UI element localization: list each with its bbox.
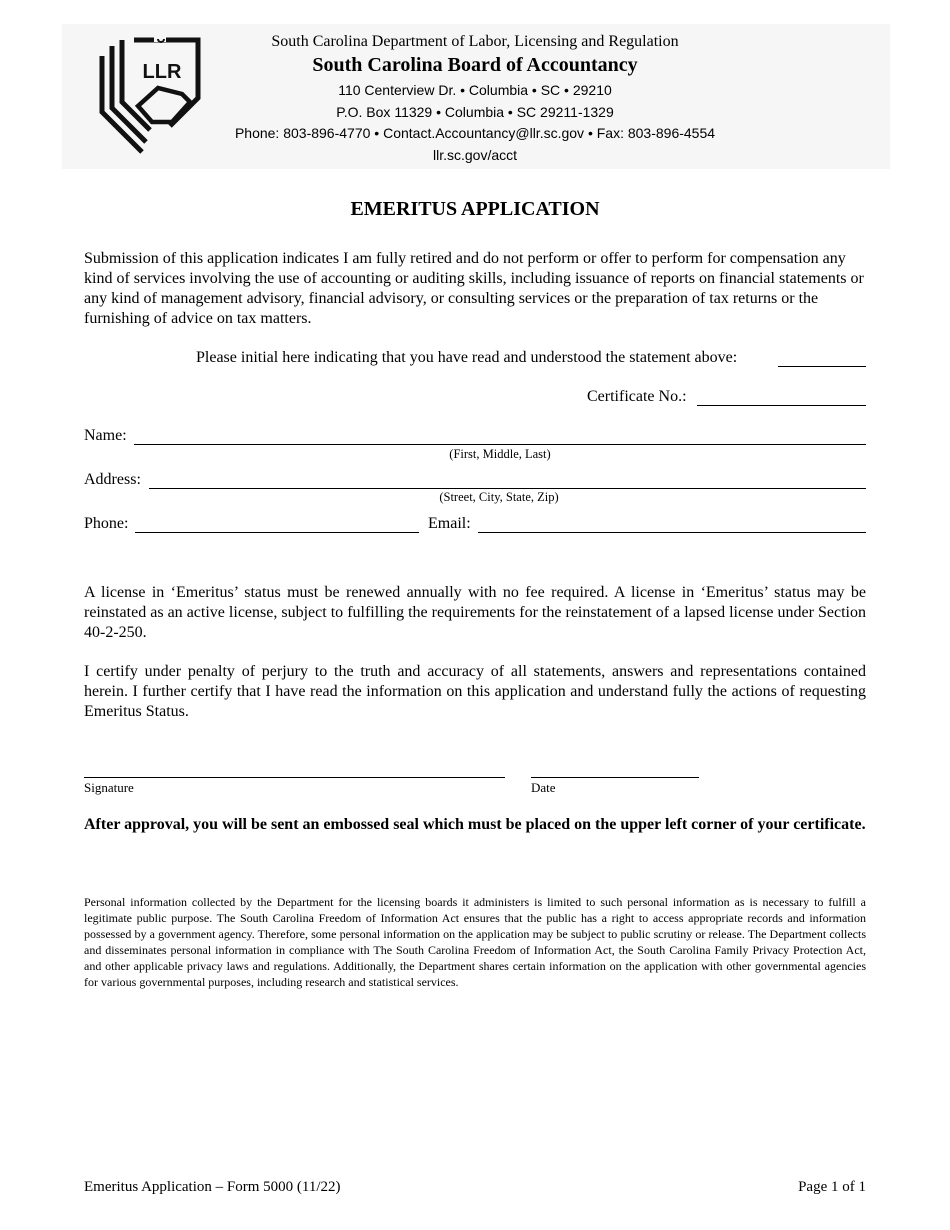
po-box-address: P.O. Box 11329 • Columbia • SC 29211-1329 — [336, 104, 614, 120]
signature-field[interactable] — [84, 777, 505, 778]
phone-label: Phone: — [84, 515, 129, 532]
certification-paragraph: I certify under penalty of perjury to the truth and accuracy of all statements, answers and representations contained herein. I further certify that I have read the information on this application and understand fully the actions of requesting Emeritus Status. — [84, 663, 866, 720]
signature-label: Signature — [84, 780, 134, 795]
street-address: 110 Centerview Dr. • Columbia • SC • 29210 — [338, 82, 612, 98]
retirement-statement: Submission of this application indicates I am fully retired and do not perform or offer to perform for compensation any kind of services involving the use of accounting or auditing skills, including issuance of reports on financial statements or any kind of management advisory, financial advisory, or consulting services or the preparation of tax returns or the furnishing of advice on tax matters. — [84, 250, 864, 327]
llr-logo — [98, 36, 206, 156]
address-hint: (Street, City, State, Zip) — [439, 490, 559, 504]
phone-field[interactable] — [135, 532, 419, 533]
name-field[interactable] — [134, 444, 866, 445]
address-label: Address: — [84, 471, 141, 488]
page-number: Page 1 of 1 — [798, 1179, 866, 1195]
address-field[interactable] — [149, 488, 866, 489]
initial-label: Please initial here indicating that you have read and understood the statement above: — [196, 349, 738, 366]
renewal-paragraph: A license in ‘Emeritus’ status must be renewed annually with no fee required. A license in ‘Emeritus’ status may be reinstated as an active license, subject to fulfilling the requirements for the reinstatement of a lapsed license under Section 40-2-250. — [84, 584, 866, 641]
privacy-notice: Personal information collected by the Department for the licensing boards it administers is limited to such personal information as is necessary to fulfill a legitimate public purpose. The South Carolina Freedom of Information Act ensures that the public has a right to access appropriate records and information possessed by a government agency. Therefore, some personal information on the application may be subject to public scrutiny or release. The Department collects and disseminates personal information in compliance with The South Carolina Freedom of Information Act, the South Carolina Family Privacy Protection Act, and other applicable privacy laws and regulations. Additionally, the Department shares certain information on the application with other governmental agencies for various governmental purposes, including research and statistical services. — [84, 895, 866, 989]
contact-line: Phone: 803-896-4770 • Contact.Accountancy@llr.sc.gov • Fax: 803-896-4554 — [234, 125, 716, 141]
certificate-label: Certificate No.: — [587, 388, 687, 405]
name-hint: (First, Middle, Last) — [449, 447, 551, 461]
email-label: Email: — [428, 515, 471, 532]
approval-note: After approval, you will be sent an embossed seal which must be placed on the upper left corner of your certificate. — [84, 816, 866, 833]
form-identifier: Emeritus Application – Form 5000 (11/22) — [84, 1179, 341, 1195]
name-label: Name: — [84, 427, 127, 444]
email-field[interactable] — [478, 532, 866, 533]
website-link[interactable]: llr.sc.gov/acct — [432, 147, 518, 163]
certificate-number-field[interactable] — [697, 405, 866, 406]
logo-text: LLR — [142, 61, 182, 83]
board-name: South Carolina Board of Accountancy — [312, 54, 638, 76]
form-title: EMERITUS APPLICATION — [350, 198, 600, 220]
department-name: South Carolina Department of Labor, Licensing and Regulation — [271, 33, 679, 50]
initial-field[interactable] — [778, 366, 866, 367]
date-label: Date — [531, 780, 556, 795]
date-field[interactable] — [531, 777, 699, 778]
